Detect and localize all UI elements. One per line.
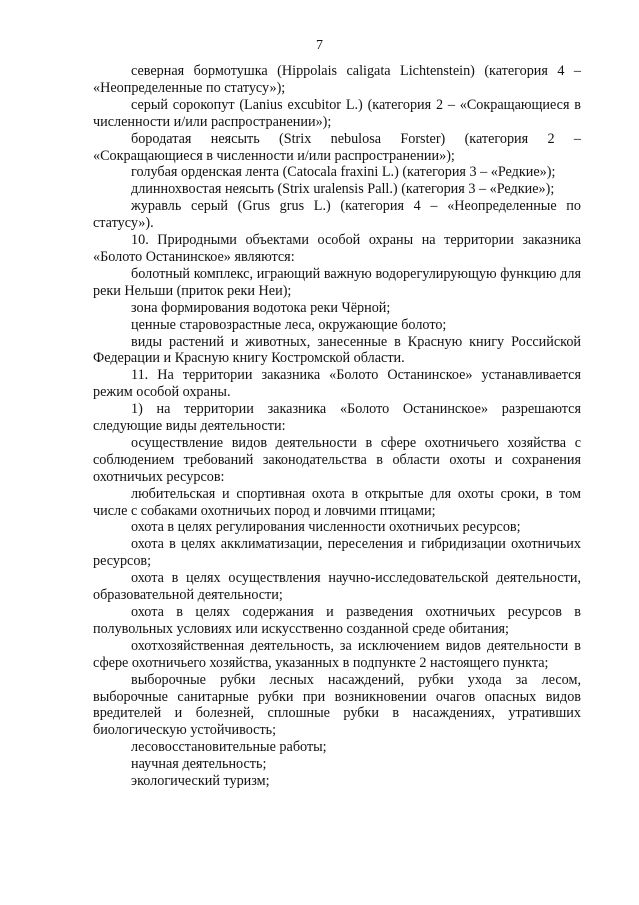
document-body xyxy=(93,63,581,790)
paragraph-species-hippolais: северная бормотушка (Hippolais caligata Lichtenstein) (категория 4 – «Неопределенные по статусу»); xyxy=(93,63,581,96)
paragraph-breeding-hunting: охота в целях содержания и разведения охотничьих ресурсов в полувольных условиях или искусственно созданной среде обитания; xyxy=(93,604,581,637)
paragraph-acclimatization-hunting: охота в целях акклиматизации, переселения и гибридизации охотничьих ресурсов; xyxy=(93,536,581,570)
paragraph-red-book-species: виды растений и животных, занесенные в Красную книгу Российской Федерации и Красную книгу Костромской области. xyxy=(93,333,581,367)
paragraph-research-hunting: охота в целях осуществления научно-исследовательской деятельности, образовательной деятельности; xyxy=(93,570,581,604)
paragraph-species-grus: журавль серый (Grus grus L.) (категория 4 – «Неопределенные по статусу»). xyxy=(93,198,581,232)
paragraph-species-lanius: серый сорокопут (Lanius excubitor L.) (категория 2 – «Сокращающиеся в численности и/или распространении»); xyxy=(93,96,581,130)
paragraph-logging: выборочные рубки лесных насаждений, рубки ухода за лесом, выборочные санитарные рубки при возникновении очагов опасных видов вредителей и болезней, сплошные рубки в насаждениях, утративших биологическую устойчивость; xyxy=(93,671,581,739)
page-number: 7 xyxy=(316,38,323,53)
paragraph-bog-complex: болотный комплекс, играющий важную водорегулирующую функцию для реки Нельши (приток реки Неи); xyxy=(93,265,581,299)
paragraph-section-10: 10. Природными объектами особой охраны на территории заказника «Болото Останинское» являются: xyxy=(93,232,581,265)
paragraph-species-catocala: голубая орденская лента (Catocala fraxini L.) (категория 3 – «Редкие»); xyxy=(131,164,556,181)
paragraph-regulation-hunting: охота в целях регулирования численности охотничьих ресурсов; xyxy=(131,519,521,536)
paragraph-hunting-activities: осуществление видов деятельности в сфере охотничьего хозяйства с соблюдением требований законодательства в области охоты и сохранения охотничьих ресурсов: xyxy=(93,434,581,485)
paragraph-amateur-hunting: любительская и спортивная охота в открытые для охоты сроки, в том числе с собаками охотничьих пород и ловчими птицами; xyxy=(93,485,581,519)
paragraph-species-strix-uralensis: длиннохвостая неясыть (Strix uralensis Pall.) (категория 3 – «Редкие»); xyxy=(131,181,555,198)
paragraph-research: научная деятельность; xyxy=(131,756,267,773)
paragraph-old-forests: ценные старовозрастные леса, окружающие болото; xyxy=(131,316,447,333)
paragraph-reforestation: лесовосстановительные работы; xyxy=(131,739,327,756)
paragraph-chernaya-river: зона формирования водотока реки Чёрной; xyxy=(131,299,391,316)
paragraph-hunting-management: охотхозяйственная деятельность, за исключением видов деятельности в сфере охотничьего хозяйства, указанных в подпункте 2 настоящего пункта; xyxy=(93,637,581,671)
paragraph-subsection-1: 1) на территории заказника «Болото Останинское» разрешаются следующие виды деятельности: xyxy=(93,401,581,435)
paragraph-section-11: 11. На территории заказника «Болото Останинское» устанавливается режим особой охраны. xyxy=(93,367,581,401)
paragraph-species-strix-nebulosa: бородатая неясыть (Strix nebulosa Forster) (категория 2 – «Сокращающиеся в численности и/или распространении»); xyxy=(93,130,581,164)
paragraph-ecotourism: экологический туризм; xyxy=(131,773,270,790)
